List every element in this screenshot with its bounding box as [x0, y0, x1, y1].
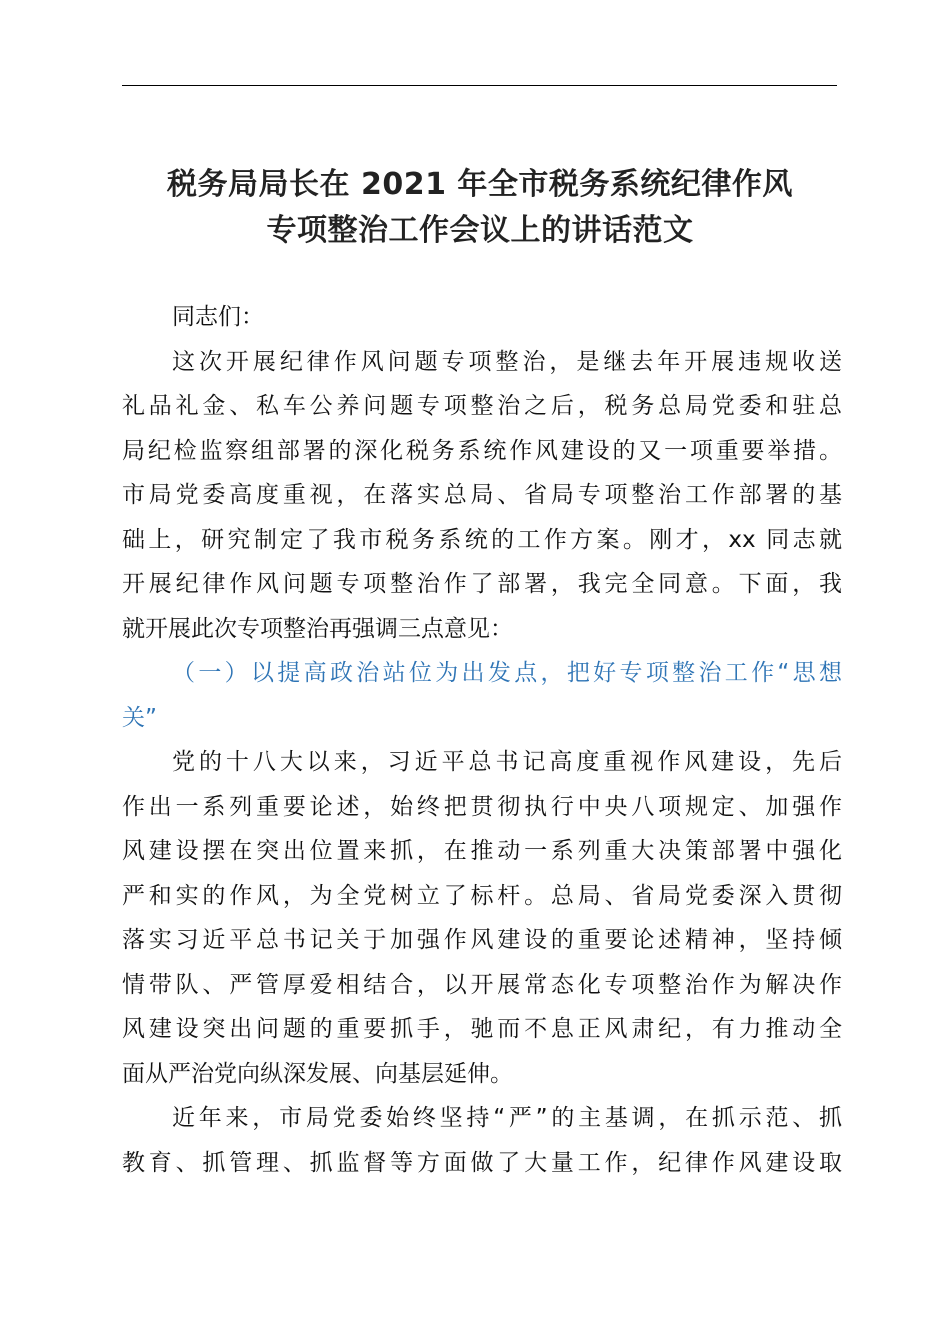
header-rule	[122, 85, 837, 86]
paragraph-line: 作出一系列重要论述，始终把贯彻执行中央八项规定、加强作	[122, 793, 842, 820]
section-heading-line: 关”	[122, 704, 157, 731]
paragraph-line: 教育、抓管理、抓监督等方面做了大量工作，纪律作风建设取	[122, 1149, 842, 1176]
paragraph-line: 严和实的作风，为全党树立了标杆。总局、省局党委深入贯彻	[122, 882, 842, 909]
paragraph-line: 市局党委高度重视，在落实总局、省局专项整治工作部署的基	[122, 482, 842, 508]
paragraph-line: 近年来，市局党委始终坚持“严”的主基调，在抓示范、抓	[172, 1105, 842, 1131]
paragraph-line: 风建设突出问题的重要抓手，驰而不息正风肃纪，有力推动全	[122, 1016, 842, 1042]
paragraph-line: 础上，研究制定了我市税务系统的工作方案。刚才，xx 同志就	[122, 526, 842, 553]
paragraph-line: 落实习近平总书记关于加强作风建设的重要论述精神，坚持倾	[122, 927, 842, 953]
paragraph-line: 风建设摆在突出位置来抓，在推动一系列重大决策部署中强化	[122, 838, 842, 864]
document-body	[122, 295, 842, 1185]
section-heading-line: （一）以提高政治站位为出发点，把好专项整治工作“思想	[172, 660, 842, 686]
paragraph-line: 这次开展纪律作风问题专项整治，是继去年开展违规收送	[172, 348, 842, 375]
document-title	[100, 162, 860, 254]
title-line: 专项整治工作会议上的讲话范文	[266, 213, 694, 248]
paragraph-line: 就开展此次专项整治再强调三点意见：	[122, 615, 513, 642]
paragraph-line: 局纪检监察组部署的深化税务系统作风建设的又一项重要举措。	[122, 437, 842, 464]
paragraph-line: 礼品礼金、私车公养问题专项整治之后，税务总局党委和驻总	[122, 393, 842, 419]
paragraph-line: 面从严治党向纵深发展、向基层延伸。	[122, 1060, 513, 1087]
title-line: 税务局局长在 2021 年全市税务系统纪律作风	[167, 167, 793, 202]
paragraph-line: 情带队、严管厚爱相结合，以开展常态化专项整治作为解决作	[122, 971, 842, 998]
paragraph-line: 党的十八大以来，习近平总书记高度重视作风建设，先后	[172, 749, 842, 775]
salutation: 同志们：	[172, 304, 264, 330]
paragraph-line: 开展纪律作风问题专项整治作了部署，我完全同意。下面，我	[122, 571, 842, 597]
